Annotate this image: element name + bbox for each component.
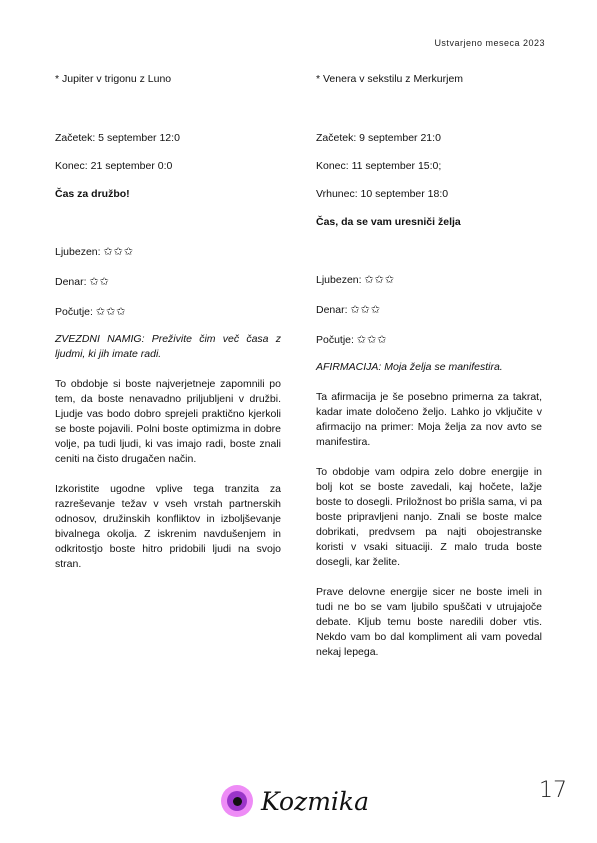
start-date: Začetek: 9 september 21:0 (316, 132, 441, 144)
end-date: Konec: 21 september 0:0 (55, 160, 173, 172)
paragraph: Prave delovne energije sicer ne boste imeli in tudi ne bo se vam ljubilo spuščati v utrujajoče debate. Kljub temu boste naredili dober vtis. Nekdo vam bo dal kompliment ali vam povedal nekaj lepega. (316, 586, 542, 658)
feel-label: Počutje: (55, 306, 93, 318)
transit-title: * Venera v sekstilu z Merkurjem (316, 73, 464, 85)
right-column (316, 72, 542, 660)
paragraph: Ta afirmacija je še posebno primerna za takrat, kadar imate določeno željo. Lahko jo vključite v afirmacijo na primer: Moja želja za nov avto se manifestira. (316, 391, 542, 448)
headline: Čas, da se vam uresniči želja (316, 216, 461, 228)
love-rating (316, 273, 542, 288)
star-icon: ✩✩✩ (95, 306, 127, 318)
star-icon: ✩✩✩ (364, 274, 396, 286)
money-label: Denar: (316, 304, 348, 316)
brand-logo (221, 785, 369, 817)
paragraph: To obdobje vam odpira zelo dobre energije in bolj kot se boste zavedali, kaj hočete, lažje boste to dosegli. Priložnost bo prišla sama, vi pa boste pripravljeni nanjo. Znali se boste malce dobrikati, predvsem pa najti obojestranske koristi v vsaki situaciji. Z malo truda boste dosegli, kar želite. (316, 466, 542, 568)
money-rating (55, 275, 281, 290)
star-tip: ZVEZDNI NAMIG: Preživite čim več časa z ljudmi, ki jih imate radi. (55, 333, 281, 360)
love-label: Ljubezen: (316, 274, 362, 286)
paragraph: Izkoristite ugodne vplive tega tranzita za razreševanje težav v vseh vrstah partnerskih odnosov, družinskih konfliktov in izboljševanje bivalnega okolja. Z iskrenim navdušenjem in odkritostjo boste hitro pridobili ljudi na svojo stran. (55, 483, 281, 570)
transit-title: * Jupiter v trigonu z Luno (55, 73, 172, 85)
feel-rating (316, 333, 542, 348)
peak-date: Vrhunec: 10 september 18:0 (316, 188, 449, 200)
money-rating (316, 303, 542, 318)
feel-rating (55, 305, 281, 320)
star-icon: ✩✩✩ (103, 246, 135, 258)
headline: Čas za družbo! (55, 188, 130, 200)
star-icon: ✩✩✩ (356, 334, 388, 346)
left-column (55, 72, 281, 572)
star-icon: ✩✩ (89, 276, 110, 288)
affirmation: AFIRMACIJA: Moja želja se manifestira. (316, 361, 503, 373)
page-number: 17 (539, 778, 567, 803)
star-icon: ✩✩✩ (350, 304, 382, 316)
love-rating (55, 245, 281, 260)
eye-icon (221, 785, 253, 817)
paragraph: To obdobje si boste najverjetneje zapomnili po tem, da boste nenavadno priljubljeni v družbi. Ljudje vas bodo dobro sprejeli praktično kjerkoli se boste pojavili. Polni boste optimizma in dobre volje, pa tudi ljudi, ki vas imajo radi, boste znali ceniti na čisto drugačen način. (55, 378, 281, 465)
end-date: Konec: 11 september 15:0; (316, 160, 442, 172)
feel-label: Počutje: (316, 334, 354, 346)
love-label: Ljubezen: (55, 246, 101, 258)
start-date: Začetek: 5 september 12:0 (55, 132, 180, 144)
money-label: Denar: (55, 276, 87, 288)
brand-name: Kozmika (261, 786, 369, 816)
header-logo: Ustvarjeno meseca 2023 (434, 38, 545, 48)
